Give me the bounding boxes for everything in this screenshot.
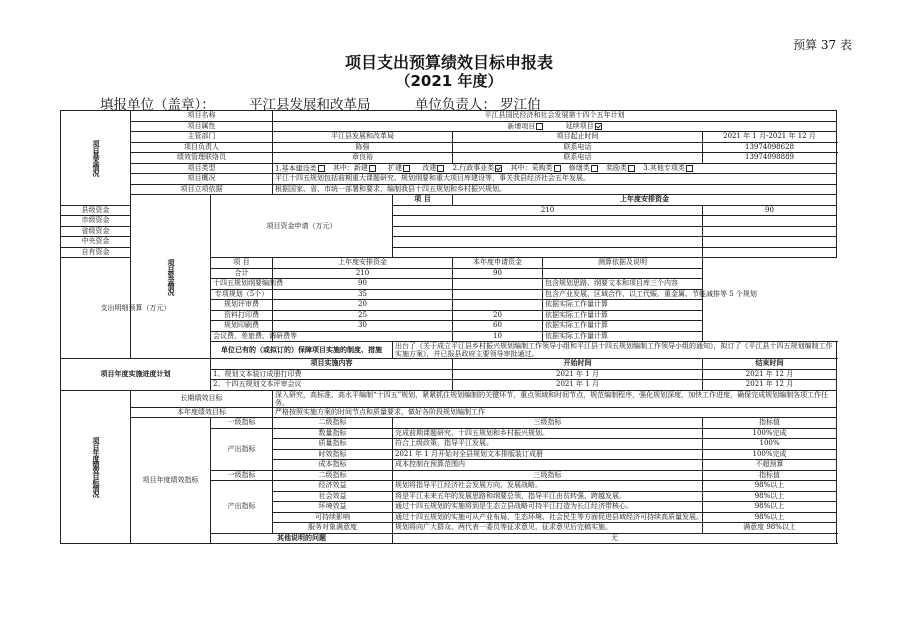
fund-row-name: 省级资金 bbox=[61, 226, 131, 237]
fund-row-last: 210 bbox=[393, 205, 703, 216]
long-target-label: 长期绩效目标 bbox=[131, 390, 273, 407]
progress-label: 项目年度实施进度计划 bbox=[61, 359, 211, 391]
effect-v: 98%以上 bbox=[703, 502, 837, 513]
val-head: 指标值 bbox=[703, 418, 837, 429]
fill-unit-value: 平江县发展和改革局 bbox=[249, 97, 371, 113]
progress-col-end: 结束时间 bbox=[703, 359, 837, 370]
detail-last: 25 bbox=[273, 310, 453, 321]
detail-last: 90 bbox=[273, 279, 453, 290]
effect-l2: 环境效益 bbox=[273, 502, 393, 513]
fund-row-last bbox=[393, 247, 703, 258]
perf-value: 章良裕 bbox=[273, 153, 453, 164]
basic-section-label: 项目基本情况 bbox=[61, 111, 131, 206]
detail-note bbox=[543, 268, 703, 279]
detail-this bbox=[453, 279, 543, 290]
funds-section-label: 项目资金情况 bbox=[131, 195, 211, 359]
output-l3: 成本控制在预算范围内 bbox=[393, 460, 703, 471]
detail-last bbox=[273, 331, 453, 342]
type-3: 扩建 bbox=[388, 164, 403, 172]
effect-l3: 通过十四五规划的实施将到是生态立县战略可持平江打造为长江经济带核心。 bbox=[393, 502, 703, 513]
lvl3-head: 三级指标 bbox=[393, 418, 703, 429]
perf-phone: 13974098889 bbox=[703, 153, 837, 164]
progress-start: 2021 年 1 月 bbox=[453, 380, 703, 391]
detail-this: 90 bbox=[453, 268, 543, 279]
progress-col-start: 开始时间 bbox=[453, 359, 703, 370]
resp-label: 单位负责人： bbox=[414, 97, 496, 113]
detail-col-this: 本年度申请资金 bbox=[453, 258, 543, 269]
dept-value: 平江县发展和改革局 bbox=[273, 132, 453, 143]
fund-row-this bbox=[703, 247, 837, 258]
checkbox-checked-icon bbox=[595, 123, 602, 130]
effect-l2: 服务对象满意度 bbox=[273, 523, 393, 534]
effect-v: 满意度 98%以上 bbox=[703, 523, 837, 534]
fund-row-name: 自有资金 bbox=[61, 247, 131, 258]
detail-note: 包含产业发展、区域合作、以工代赈、重金属、节能减排等 5 个规划 bbox=[543, 289, 703, 300]
type-7: 修缮类 bbox=[568, 164, 590, 172]
fund-row-this bbox=[703, 226, 837, 237]
detail-note: 依据实际工作量计算 bbox=[543, 331, 703, 342]
checkbox-empty-icon bbox=[403, 165, 410, 172]
detail-name: 专项规划（5个） bbox=[211, 289, 273, 300]
funds-apply-label: 项目资金申请（万元） bbox=[211, 195, 393, 258]
page-year: （2021 年度） bbox=[395, 72, 503, 90]
effect-l3: 规划将向广大群众、两代表一委员等征求意见，征求意见后完稿实施。 bbox=[393, 523, 703, 534]
detail-name: 十四五规划纲要编制费 bbox=[211, 279, 273, 290]
period-label: 项目起止时间 bbox=[453, 132, 703, 143]
type-label: 项目类型 bbox=[131, 163, 273, 174]
checkbox-empty-icon bbox=[554, 165, 561, 172]
effect-label: 产出指标 bbox=[211, 481, 273, 534]
attr-new: 新增项目 bbox=[507, 122, 536, 130]
checkbox-empty-icon bbox=[536, 123, 543, 130]
effect-v: 98%以上 bbox=[703, 481, 837, 492]
effect-v: 98%以上 bbox=[703, 491, 837, 502]
fund-row-this bbox=[703, 237, 837, 248]
other-label: 其他说明的问题 bbox=[211, 533, 393, 544]
detail-last: 20 bbox=[273, 300, 453, 311]
detail-this bbox=[453, 289, 543, 300]
long-target-value: 深入研究，高标准、高水平编制“十四五”规划，紧紧抓住规划编制的关键环节，重点领域和时间节点，规范编制程序，强化规划深度，加快工作进度，确保完成规划编制各项工作任务。 bbox=[273, 390, 837, 407]
year-target-label: 本年度绩效目标 bbox=[131, 407, 273, 418]
output-v: 100%完成 bbox=[703, 428, 837, 439]
dept-label: 主管部门 bbox=[131, 132, 273, 143]
progress-end: 2021 年 12 月 bbox=[703, 380, 837, 391]
overview-value: 平江十四五规划包括前期重大课题研究、规划纲要和重大项目库建设等，事关我县经济社会五年发展。 bbox=[273, 174, 837, 185]
detail-name: 资料打印费 bbox=[211, 310, 273, 321]
detail-name: 规划评审费 bbox=[211, 300, 273, 311]
output-v: 100%完成 bbox=[703, 449, 837, 460]
indicators-label: 项目年度绩效指标 bbox=[131, 418, 211, 544]
output-l3: 符合上级政策，指导平江发展。 bbox=[393, 439, 703, 450]
type-4: 改建 bbox=[422, 164, 437, 172]
attr-value bbox=[273, 121, 837, 132]
detail-col-last: 上年度安排资金 bbox=[273, 258, 453, 269]
checkbox-empty-icon bbox=[686, 165, 693, 172]
effect-l2: 可持续影响 bbox=[273, 512, 393, 523]
output-l2: 数量指标 bbox=[273, 428, 393, 439]
detail-note: 依据实际工作量计算 bbox=[543, 321, 703, 332]
output-v: 不超预算 bbox=[703, 460, 837, 471]
detail-name: 规划印刷费 bbox=[211, 321, 273, 332]
attr-cont: 延续项目 bbox=[565, 122, 594, 130]
lvl3-head-2: 三级指标 bbox=[393, 470, 703, 481]
fill-unit-label: 填报单位（盖章）： bbox=[100, 97, 215, 113]
form-code: 预算 37 表 bbox=[793, 38, 852, 52]
type-5: 2.行政事业类 bbox=[452, 164, 495, 172]
targets-section-label: 项目年度绩效目标情况 bbox=[61, 390, 131, 544]
year-target-value: 严格按照实施方案的时间节点和质量要求，做好各阶段规划编制工作 bbox=[273, 407, 837, 418]
effect-v: 98%以上 bbox=[703, 512, 837, 523]
type-2: 其中：新建 bbox=[332, 164, 368, 172]
progress-start: 2021 年 1 月 bbox=[453, 369, 703, 380]
type-1: 1.基本建设类 bbox=[275, 164, 317, 172]
fund-row-name: 市级资金 bbox=[61, 216, 131, 227]
type-8: 奖励类 bbox=[606, 164, 628, 172]
type-9: 3.其他专项类 bbox=[643, 164, 685, 172]
detail-this: 20 bbox=[453, 310, 543, 321]
attr-label: 项目属性 bbox=[131, 121, 273, 132]
leader-value: 陈强 bbox=[273, 142, 453, 153]
funds-col-item: 项 目 bbox=[393, 195, 453, 206]
leader-label: 项目负责人 bbox=[131, 142, 273, 153]
progress-end: 2021 年 12 月 bbox=[703, 369, 837, 380]
type-value bbox=[273, 163, 837, 174]
val-head-2: 指标值 bbox=[703, 470, 837, 481]
page-title: 项目支出预算绩效目标申报表 bbox=[344, 53, 553, 72]
output-label: 产出指标 bbox=[211, 428, 273, 470]
perf-label: 绩效管理联络员 bbox=[131, 153, 273, 164]
detail-col-note: 测算依据及说明 bbox=[543, 258, 703, 269]
detail-note: 依据实际工作量计算 bbox=[543, 300, 703, 311]
lvl1-head-2: 一级指标 bbox=[211, 470, 273, 481]
detail-last: 30 bbox=[273, 321, 453, 332]
checkbox-empty-icon bbox=[591, 165, 598, 172]
detail-last: 35 bbox=[273, 289, 453, 300]
fund-row-this: 90 bbox=[703, 205, 837, 216]
effect-l2: 经济效益 bbox=[273, 481, 393, 492]
lvl2-head: 二级指标 bbox=[273, 418, 393, 429]
fund-row-last bbox=[393, 226, 703, 237]
funds-col-last: 上年度安排资金 bbox=[453, 195, 837, 206]
effect-l3: 规划将指导平江经济社会发展方向、发展战略。 bbox=[393, 481, 703, 492]
detail-this bbox=[453, 300, 543, 311]
checkbox-empty-icon bbox=[437, 165, 444, 172]
lvl1-head: 一级指标 bbox=[211, 418, 273, 429]
lvl2-head-2: 二级指标 bbox=[273, 470, 393, 481]
type-6: 其中：采购类 bbox=[510, 164, 553, 172]
fund-row-last bbox=[393, 216, 703, 227]
basis-value: 根据国家、省、市统一部署和要求，编制我县十四五规划和乡村振兴规划。 bbox=[273, 184, 837, 195]
output-v: 100% bbox=[703, 439, 837, 450]
checkbox-checked-icon bbox=[495, 165, 502, 172]
output-l2: 质量指标 bbox=[273, 439, 393, 450]
detail-col-item: 项 目 bbox=[211, 258, 273, 269]
name-label: 项目名称 bbox=[131, 111, 273, 122]
perf-phone-label: 联系电话 bbox=[453, 153, 703, 164]
leader-phone-label: 联系电话 bbox=[453, 142, 703, 153]
progress-col-content: 项目实施内容 bbox=[211, 359, 453, 370]
fund-row-name: 县级资金 bbox=[61, 205, 131, 216]
fund-row-name: 中央资金 bbox=[61, 237, 131, 248]
basis-label: 项目立项依据 bbox=[131, 184, 273, 195]
detail-note: 包含规划思路、纲要文本和项目库三个内容 bbox=[543, 279, 703, 290]
other-value: 无 bbox=[393, 533, 837, 544]
fund-row-last bbox=[393, 237, 703, 248]
progress-content: 2、十四五规划文本评审会议 bbox=[211, 380, 453, 391]
detail-note: 依据实际工作量计算 bbox=[543, 310, 703, 321]
detail-last: 210 bbox=[273, 268, 453, 279]
form-table bbox=[60, 110, 837, 544]
overview-label: 项目概况 bbox=[131, 174, 273, 185]
checkbox-empty-icon bbox=[369, 165, 376, 172]
effect-l2: 社会效益 bbox=[273, 491, 393, 502]
measures-value: 出台了《关于成立平江县乡村振兴规划编制工作领导小组和平江县十四五规划编制工作领导小组的通知》，拟订了《平江县十四五规划编制工作实施方案》，并已报县政府主要领导审批通过。 bbox=[393, 342, 837, 359]
detail-name: 合计 bbox=[211, 268, 273, 279]
effect-l3: 通过十四五规划的实施可从产业布局、生态环境、社会民生等方面促进县域经济可持续高质量发展。 bbox=[393, 512, 703, 523]
checkbox-empty-icon bbox=[318, 165, 325, 172]
funds-detail-label: 支出明细预算（万元） bbox=[61, 258, 211, 359]
measures-label: 单位已有的（或拟订的）保障项目实施的制度、措施 bbox=[211, 342, 393, 359]
effect-l3: 将是平江未来五年的发展思路和纲要总领，指导平江由贫转强、跨越发展。 bbox=[393, 491, 703, 502]
checkbox-empty-icon bbox=[628, 165, 635, 172]
leader-phone: 13974098628 bbox=[703, 142, 837, 153]
output-l2: 成本指标 bbox=[273, 460, 393, 471]
output-l3: 完成前期课题研究、十四五规划和乡村振兴规划。 bbox=[393, 428, 703, 439]
detail-this: 60 bbox=[453, 321, 543, 332]
output-l3: 2021 年 1 月开始对全县规划文本排版装订成册 bbox=[393, 449, 703, 460]
period-value: 2021 年 1 月-2021 年 12 月 bbox=[703, 132, 837, 143]
progress-content: 1、规划文本装订成册打印费 bbox=[211, 369, 453, 380]
detail-this: 10 bbox=[453, 331, 543, 342]
output-l2: 时效指标 bbox=[273, 449, 393, 460]
name-value: 平江县国民经济和社会发展第十四个五年计划 bbox=[273, 111, 837, 122]
detail-name: 会议费、差旅费、调研费等 bbox=[211, 331, 273, 342]
fund-row-this bbox=[703, 216, 837, 227]
resp-value: 罗江伯 bbox=[500, 97, 541, 113]
